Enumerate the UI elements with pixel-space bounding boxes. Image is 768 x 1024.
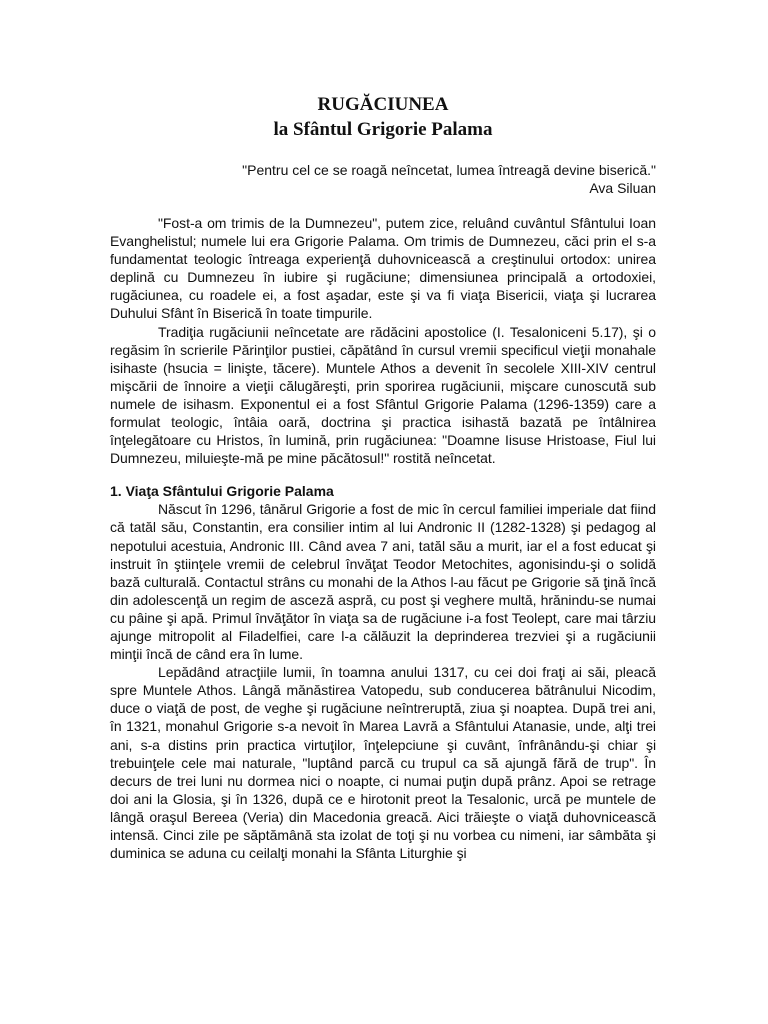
paragraph-intro-1: "Fost-a om trimis de la Dumnezeu", putem zice, reluând cuvântul Sfântului Ioan Evanghelistul; numele lui era Grigorie Palama. Om trimis de Dumnezeu, căci prin el s-a fundamentat teologic întreaga experienţă duhovnicească a creştinului ortodox: unirea deplină cu Dumnezeu în iubire şi rugăciune; dimensiunea principală a ortodoxiei, rugăciunea, cu roadele ei, a fost aşadar, este şi va fi viaţa Bisericii, viaţa şi lucrarea Duhului Sfânt în Biserică în toate timpurile.	[110, 215, 656, 322]
paragraph-section-1: Născut în 1296, tânărul Grigorie a fost de mic în cercul familiei imperiale dat fiind că tatăl său, Constantin, era consilier intim al lui Andronic II (1282-1328) şi pedagog al nepotului acestuia, Andronic III. Când avea 7 ani, tatăl său a murit, iar el a fost educat şi instruit în ştiinţele vremii de celebrul învăţat Teodor Metochites, agonisindu-şi o solidă bază culturală. Contactul strâns cu monahi de la Athos l-au făcut pe Grigorie să ţină încă din adolescenţă un regim de asceză aspră, cu post şi veghere multă, hrănindu-se numai cu pâine şi apă. Primul învăţător în viaţa sa de rugăciune i-a fost Teolept, care mai târziu ajunge mitropolit al Filadelfiei, care l-a călăuzit la deprinderea trezviei şi a rugăciunii minţii încă de când era în lume.	[110, 501, 656, 663]
title-block	[110, 92, 656, 142]
section-heading: 1. Viaţa Sfântului Grigorie Palama	[110, 483, 334, 500]
document-subtitle: la Sfântul Grigorie Palama	[273, 119, 493, 140]
body-text	[110, 214, 656, 862]
epigraph-author: Ava Siluan	[589, 180, 656, 196]
paragraph-section-2: Lepădând atracţiile lumii, în toamna anului 1317, cu cei doi fraţi ai săi, pleacă spre Muntele Athos. Lângă mănăstirea Vatopedu, sub conducerea bătrânului Nicodim, duce o viaţă de post, de veghe şi rugăciune neîntreruptă, ziua şi noaptea. După trei ani, în 1321, monahul Grigorie s-a nevoit în Marea Lavră a Sfântului Atanasie, unde, alţi trei ani, s-a distins prin practica virtuţilor, înţelepciune şi cuvânt, înfrânându-şi chiar şi trebuinţele cele mai naturale, "luptând parcă cu trupul ca să ajungă fără de trup". În decurs de trei luni nu dormea nici o noapte, ci numai puţin după prânz. Apoi se retrage doi ani la Glosia, şi în 1326, după ce e hirotonit preot la Tesalonic, urcă pe muntele de lângă oraşul Bereea (Veria) din Macedonia greacă. Aici trăieşte o viaţă duhovnicească intensă. Cinci zile pe săptămână sta izolat de toţi şi nu vorbea cu nimeni, iar sâmbăta şi duminica se aduna cu ceilalţi monahi la Sfânta Liturghie şi	[110, 664, 656, 862]
document-title: RUGĂCIUNEA	[317, 94, 449, 115]
paragraph-intro-2: Tradiţia rugăciunii neîncetate are rădăcini apostolice (I. Tesaloniceni 5.17), şi o regăsim în scrierile Părinţilor pustiei, căpătând în cursul vremii specificul vieţii monahale isihaste (hsucia = linişte, tăcere). Muntele Athos a devenit în secolele XIII-XIV centrul mişcării de înnoire a vieţii călugăreşti, prin sporirea rugăciunii, mişcare cunoscută sub numele de isihasm. Exponentul ei a fost Sfântul Grigorie Palama (1296-1359) care a formulat teologic, întâia oară, doctrina şi practica isihastă bazată pe întâlnirea înţelegătoare cu Hristos, în lumină, prin rugăciunea: "Doamne Iisuse Hristoase, Fiul lui Dumnezeu, miluieşte-mă pe mine păcătosul!" rostită neîncetat.	[110, 323, 656, 467]
epigraph	[110, 161, 656, 197]
epigraph-quote: "Pentru cel ce se roagă neîncetat, lumea întreagă devine biserică."	[242, 162, 656, 178]
